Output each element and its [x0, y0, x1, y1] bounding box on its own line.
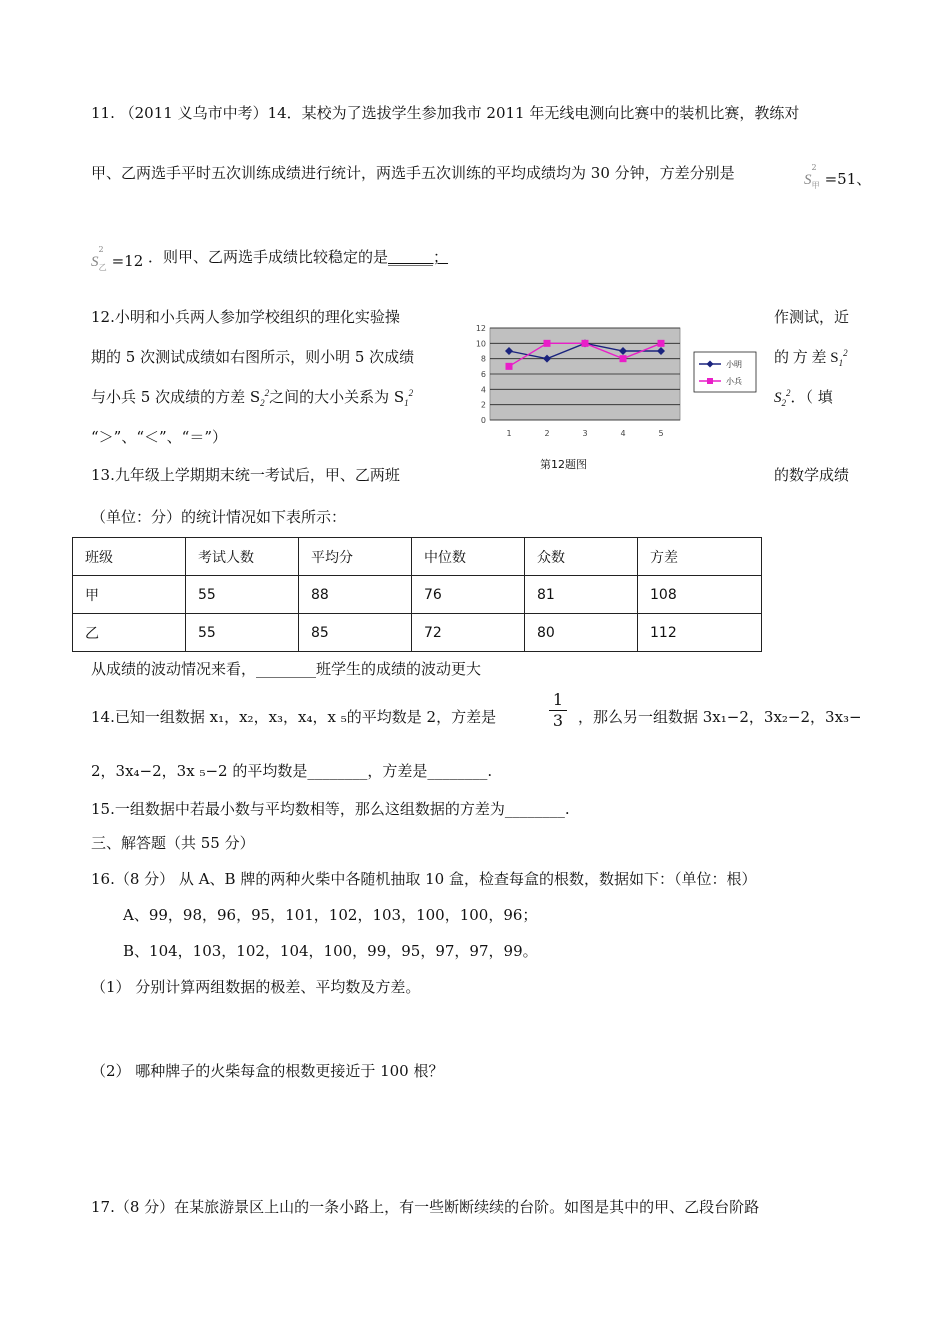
data-point — [544, 340, 551, 347]
s-yi-formula: $S^2_乙 =12$ — [91, 245, 144, 272]
table-cell: 112 — [638, 614, 762, 652]
data-point — [658, 340, 665, 347]
legend-box — [694, 352, 756, 392]
data-point — [620, 355, 627, 362]
x-tick-label: 1 — [506, 429, 512, 438]
q11-line1: 11. （2011 义乌市中考）14．某校为了选拔学生参加我市 2011 年无线电测向比赛中的装机比赛，教练对 — [91, 104, 800, 122]
q14-line1b: ，那么另一组数据 3x₁−2，3x₂−2，3x₃− — [578, 708, 862, 726]
fraction-one-third — [548, 690, 568, 731]
section-title: 三、解答题（共 55 分） — [91, 834, 255, 852]
q17-text: 17.（8 分）在某旅游景区上山的一条小路上，有一些断断续续的台阶。如图是其中的甲、乙段台阶路 — [91, 1198, 760, 1216]
data-point — [582, 340, 589, 347]
table-cell: 55 — [186, 614, 299, 652]
q13-line2: （单位：分）的统计情况如下表所示： — [91, 508, 347, 526]
q11-line2: 甲、乙两选手平时五次训练成绩进行统计，两选手五次训练的平均成绩均为 30 分钟，方差分别是 — [91, 164, 735, 182]
s-yi-symbol: S — [91, 254, 99, 270]
table-header-row — [73, 538, 762, 576]
s-jia-symbol: S — [804, 172, 812, 188]
q12-line-chart — [470, 320, 770, 450]
table-cell: 72 — [412, 614, 525, 652]
table-cell: 80 — [525, 614, 638, 652]
q16-data-b: B、104，103，102，104，100，99，95，97，97，99。 — [123, 942, 538, 960]
y-tick-label: 8 — [480, 354, 486, 364]
y-tick-label: 4 — [480, 385, 486, 395]
legend-label: 小明 — [726, 360, 742, 369]
fraction-denominator: 3 — [552, 711, 564, 730]
q11-answer-blank: ______ — [388, 248, 434, 266]
tail-mark: 、 — [856, 170, 872, 188]
y-tick-label: 2 — [480, 400, 486, 410]
q16-part2: （2） 哪种牌子的火柴每盒的根数更接近于 100 根？ — [91, 1062, 444, 1080]
table-header-cell: 众数 — [525, 538, 638, 576]
table-cell: 76 — [412, 576, 525, 614]
q13-line1a: 13.九年级上学期期末统一考试后，甲、乙两班 — [91, 466, 400, 484]
q11-line3-text: ．则甲、乙两选手成绩比较稳定的是 — [148, 248, 389, 266]
x-tick-label: 3 — [582, 429, 588, 438]
q16-data-a: A、99，98，96，95，101，102，103，100，100，96； — [123, 906, 538, 924]
q11-line3 — [148, 246, 448, 267]
q14-line1: 14.已知一组数据 x₁，x₂，x₃，x₄，x ₅的平均数是 2，方差是 — [91, 708, 497, 726]
q16-part1: （1） 分别计算两组数据的极差、平均数及方差。 — [91, 978, 421, 996]
table-cell: 108 — [638, 576, 762, 614]
x-tick-label: 2 — [544, 429, 550, 438]
q16-line1: 16.（8 分） 从 A、B 牌的两种火柴中各随机抽取 10 盒，检查每盒的根数，数据如下：（单位：根） — [91, 870, 757, 888]
q12-line1a: 12.小明和小兵两人参加学校组织的理化实验操 — [91, 308, 400, 326]
chart-caption: 第12题图 — [540, 458, 587, 471]
table-header-cell: 考试人数 — [186, 538, 299, 576]
table-cell: 88 — [299, 576, 412, 614]
q15-text: 15.一组数据中若最小数与平均数相等，那么这组数据的方差为________. — [91, 800, 570, 818]
data-point — [506, 363, 513, 370]
table-header-cell: 班级 — [73, 538, 186, 576]
table-cell: 乙 — [73, 614, 186, 652]
q14-line2: 2，3x₄−2，3x ₅−2 的平均数是________，方差是________. — [91, 762, 493, 780]
table-cell: 81 — [525, 576, 638, 614]
s-jia-sub: 甲 — [811, 181, 820, 190]
table-cell: 55 — [186, 576, 299, 614]
fraction-numerator: 1 — [552, 690, 564, 709]
x-tick-label: 4 — [620, 429, 626, 438]
q13-after: 从成绩的波动情况来看，________班学生的成绩的波动更大 — [91, 660, 482, 678]
table-header-cell: 平均分 — [299, 538, 412, 576]
y-tick-label: 0 — [480, 416, 486, 425]
q13-line1b: 的数学成绩 — [774, 466, 850, 484]
q12-line4: “＞”、“＜”、“＝”） — [91, 428, 228, 446]
s-jia-value: =51 — [824, 170, 857, 188]
q12-line2a: 期的 5 次测试成绩如右图所示，则小明 5 次成绩 — [91, 348, 415, 366]
x-tick-label: 5 — [658, 429, 664, 438]
s-jia-formula: $S^2_甲 =51$、 — [804, 163, 872, 190]
y-tick-label: 12 — [475, 324, 486, 333]
table-row — [73, 576, 762, 614]
q12-line2b: 的 方 差 $S_1^2$ — [774, 348, 848, 368]
score-table — [72, 537, 762, 652]
s-yi-value: =12 — [111, 252, 144, 270]
q11-end: ； — [433, 248, 449, 266]
q12-line3-right: $S_2^2$．（ 填 — [774, 388, 833, 408]
table-header-cell: 中位数 — [412, 538, 525, 576]
legend-label: 小兵 — [726, 377, 742, 386]
y-tick-label: 6 — [480, 370, 486, 379]
table-cell: 85 — [299, 614, 412, 652]
y-tick-label: 10 — [475, 339, 486, 349]
legend-marker — [707, 378, 713, 384]
s-yi-sub: 乙 — [98, 263, 107, 272]
table-cell: 甲 — [73, 576, 186, 614]
table-row — [73, 614, 762, 652]
q12-line1b: 作测试，近 — [774, 308, 850, 326]
q12-line3: 与小兵 5 次成绩的方差 $S_2^2$之间的大小关系为 $S_1^2$ — [91, 388, 414, 408]
table-header-cell: 方差 — [638, 538, 762, 576]
